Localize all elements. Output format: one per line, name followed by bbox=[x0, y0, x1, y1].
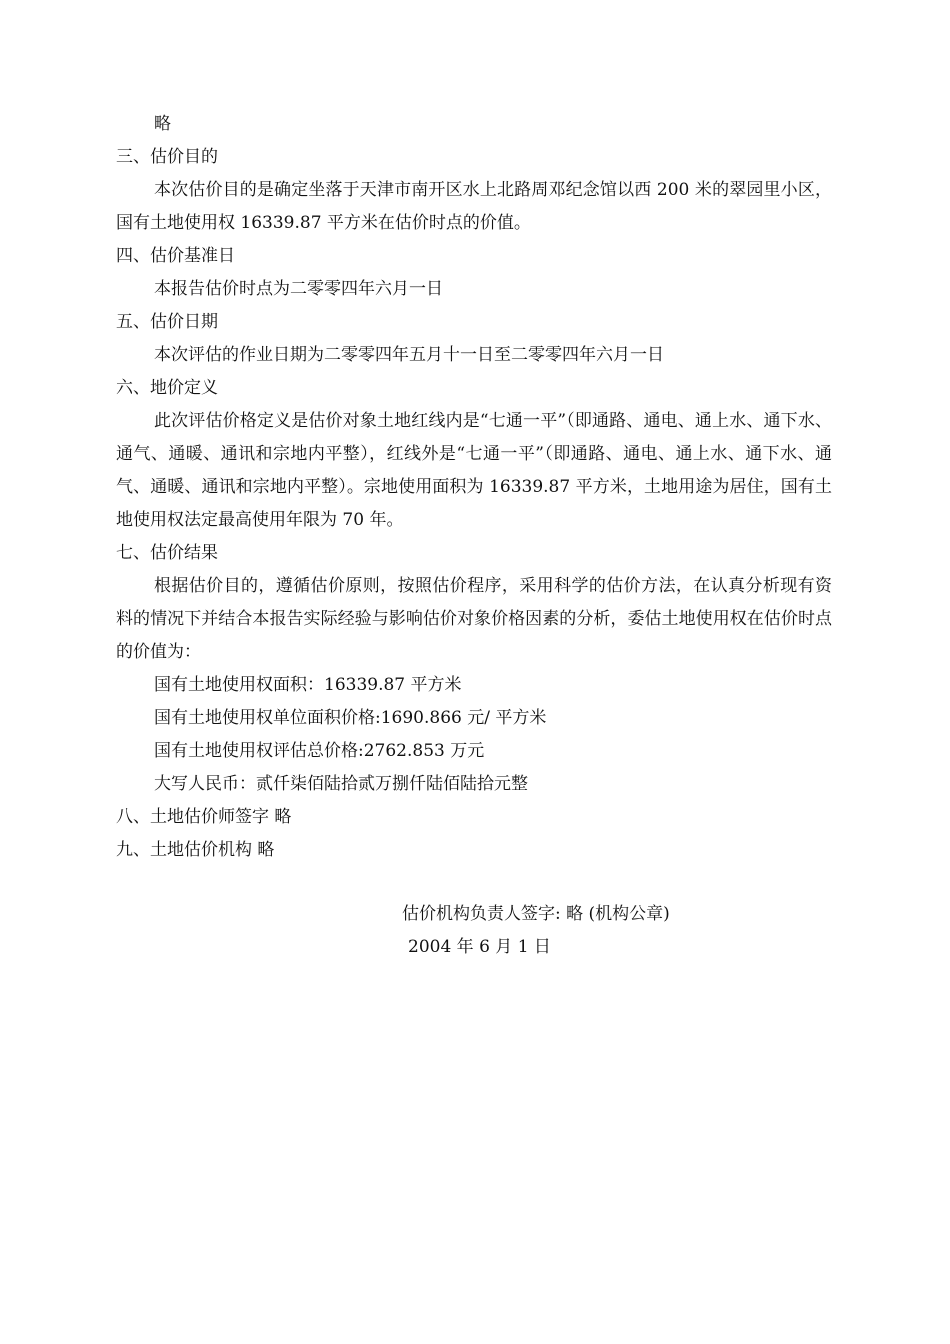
rmb-words-value: 大写人民币：贰仟柒佰陆拾贰万捌仟陆佰陆拾元整 bbox=[154, 774, 528, 794]
section-3-heading: 三、估价目的 bbox=[116, 147, 218, 167]
land-area-value: 国有土地使用权面积：16339.87 平方米 bbox=[154, 675, 462, 695]
section-5-heading: 五、估价日期 bbox=[116, 312, 218, 332]
section-9-line: 九、土地估价机构 略 bbox=[116, 840, 275, 860]
section-5-body: 本次评估的作业日期为二零零四年五月十一日至二零零四年六月一日 bbox=[154, 345, 664, 365]
section-8-line: 八、土地估价师签字 略 bbox=[116, 807, 292, 827]
signature-line: 估价机构负责人签字: 略 (机构公章) bbox=[402, 904, 670, 924]
section-7-body: 根据估价目的，遵循估价原则，按照估价程序，采用科学的估价方法，在认真分析现有资料的情况下并结合本报告实际经验与影响估价对象价格因素的分析，委估土地使用权在估价时点的价值为： bbox=[116, 576, 832, 662]
report-body bbox=[116, 108, 832, 867]
signature-date: 2004 年 6 月 1 日 bbox=[408, 937, 551, 957]
top-note: 略 bbox=[154, 114, 171, 134]
signature-block bbox=[402, 898, 670, 964]
section-7-heading: 七、估价结果 bbox=[116, 543, 218, 563]
section-6-heading: 六、地价定义 bbox=[116, 378, 218, 398]
total-price-value: 国有土地使用权评估总价格:2762.853 万元 bbox=[154, 741, 485, 761]
section-6-body: 此次评估价格定义是估价对象土地红线内是“七通一平”（即通路、通电、通上水、通下水、通气、通暖、通讯和宗地内平整），红线外是“七通一平”（即通路、通电、通上水、通下水、通气、通暖、通讯和宗地内平整）。宗地使用面积为 16339.87 平方米，土地用途为居住，国有土地使用权法定最高使用年限为 70 年。 bbox=[116, 411, 832, 530]
section-3-body: 本次估价目的是确定坐落于天津市南开区水上北路周邓纪念馆以西 200 米的翠园里小区，国有土地使用权 16339.87 平方米在估价时点的价值。 bbox=[116, 180, 832, 233]
unit-price-value: 国有土地使用权单位面积价格:1690.866 元/ 平方米 bbox=[154, 708, 547, 728]
section-4-heading: 四、估价基准日 bbox=[116, 246, 235, 266]
section-4-body: 本报告估价时点为二零零四年六月一日 bbox=[154, 279, 443, 299]
